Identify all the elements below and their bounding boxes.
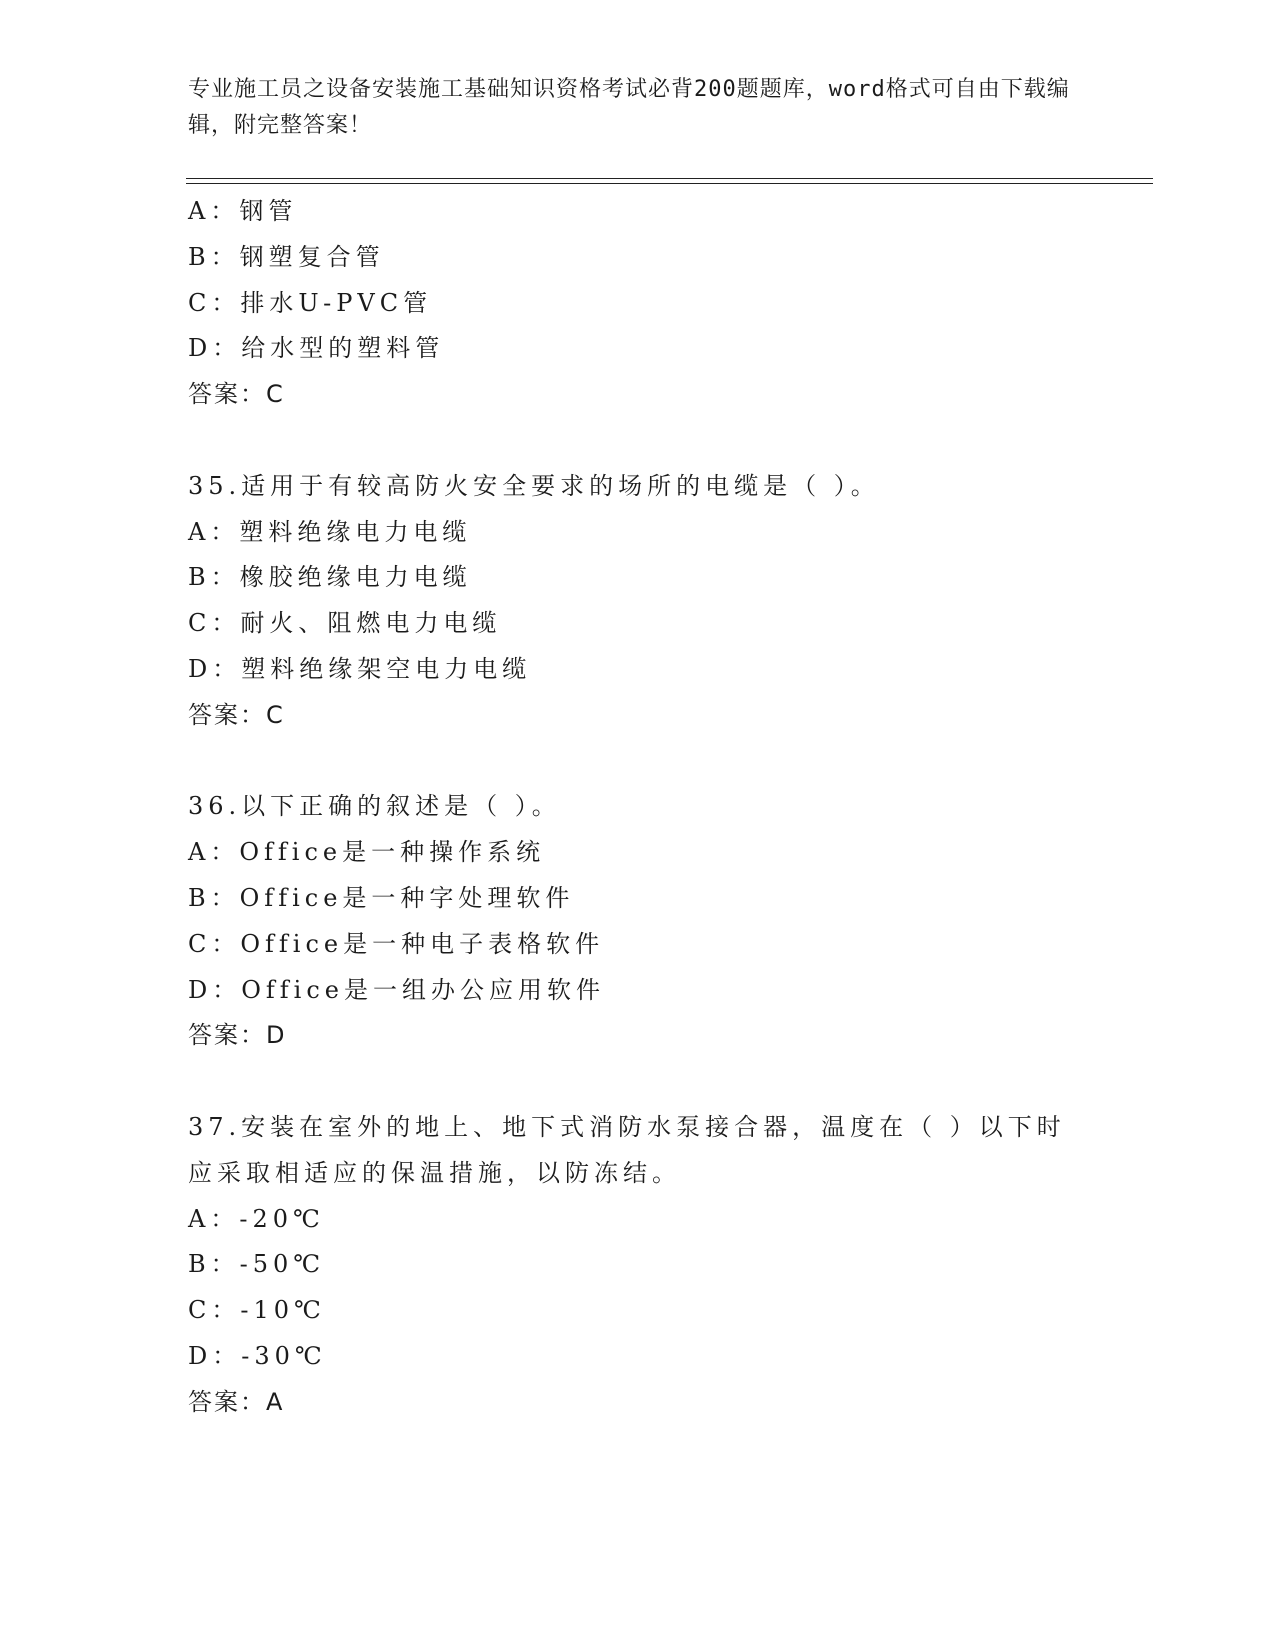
- option-b: B：橡胶绝缘电力电缆: [188, 563, 472, 592]
- question-list: [188, 189, 1088, 1426]
- option-d: D：-30℃: [188, 1341, 327, 1370]
- document-title: 专业施工员之设备安装施工基础知识资格考试必背200题题库，word格式可自由下载编辑，附完整答案！: [188, 77, 1070, 138]
- option-a: A：-20℃: [188, 1204, 325, 1233]
- option-b: B：Office是一种字处理软件: [188, 883, 575, 912]
- option-c: C：Office是一种电子表格软件: [188, 929, 605, 958]
- spacer: [188, 1059, 1088, 1105]
- question-37: [188, 1105, 1088, 1426]
- spacer: [188, 418, 1088, 464]
- answer: 答案：A: [188, 1387, 285, 1416]
- header-divider-bottom: [186, 183, 1153, 184]
- question-continued: [188, 189, 1088, 418]
- option-d: D：塑料绝缘架空电力电缆: [188, 654, 532, 683]
- option-d: D：Office是一组办公应用软件: [188, 975, 606, 1004]
- option-c: C：耐火、阻燃电力电缆: [188, 609, 502, 638]
- question-35: [188, 464, 1088, 739]
- question-36: [188, 784, 1088, 1059]
- option-b: B：钢塑复合管: [188, 242, 385, 271]
- option-c: C：排水U-PVC管: [188, 288, 433, 317]
- document-header: [188, 72, 1088, 144]
- option-c: C：-10℃: [188, 1296, 326, 1325]
- answer: 答案：C: [188, 380, 285, 409]
- question-text-line-2: 应采取相适应的保温措施，以防冻结。: [188, 1158, 681, 1187]
- option-a: A：Office是一种操作系统: [188, 838, 546, 867]
- question-text-line-1: 37.安装在室外的地上、地下式消防水泵接合器，温度在（ ）以下时: [188, 1112, 1066, 1141]
- question-text: 35.适用于有较高防火安全要求的场所的电缆是（ ）。: [188, 471, 880, 500]
- answer: 答案：C: [188, 700, 285, 729]
- option-d: D：给水型的塑料管: [188, 334, 445, 363]
- option-a: A：塑料绝缘电力电缆: [188, 517, 472, 546]
- spacer: [188, 739, 1088, 785]
- answer: 答案：D: [188, 1021, 287, 1050]
- header-divider-top: [186, 178, 1153, 179]
- option-a: A：钢管: [188, 197, 298, 225]
- option-b: B：-50℃: [188, 1250, 326, 1279]
- question-text: 36.以下正确的叙述是（ ）。: [188, 792, 561, 821]
